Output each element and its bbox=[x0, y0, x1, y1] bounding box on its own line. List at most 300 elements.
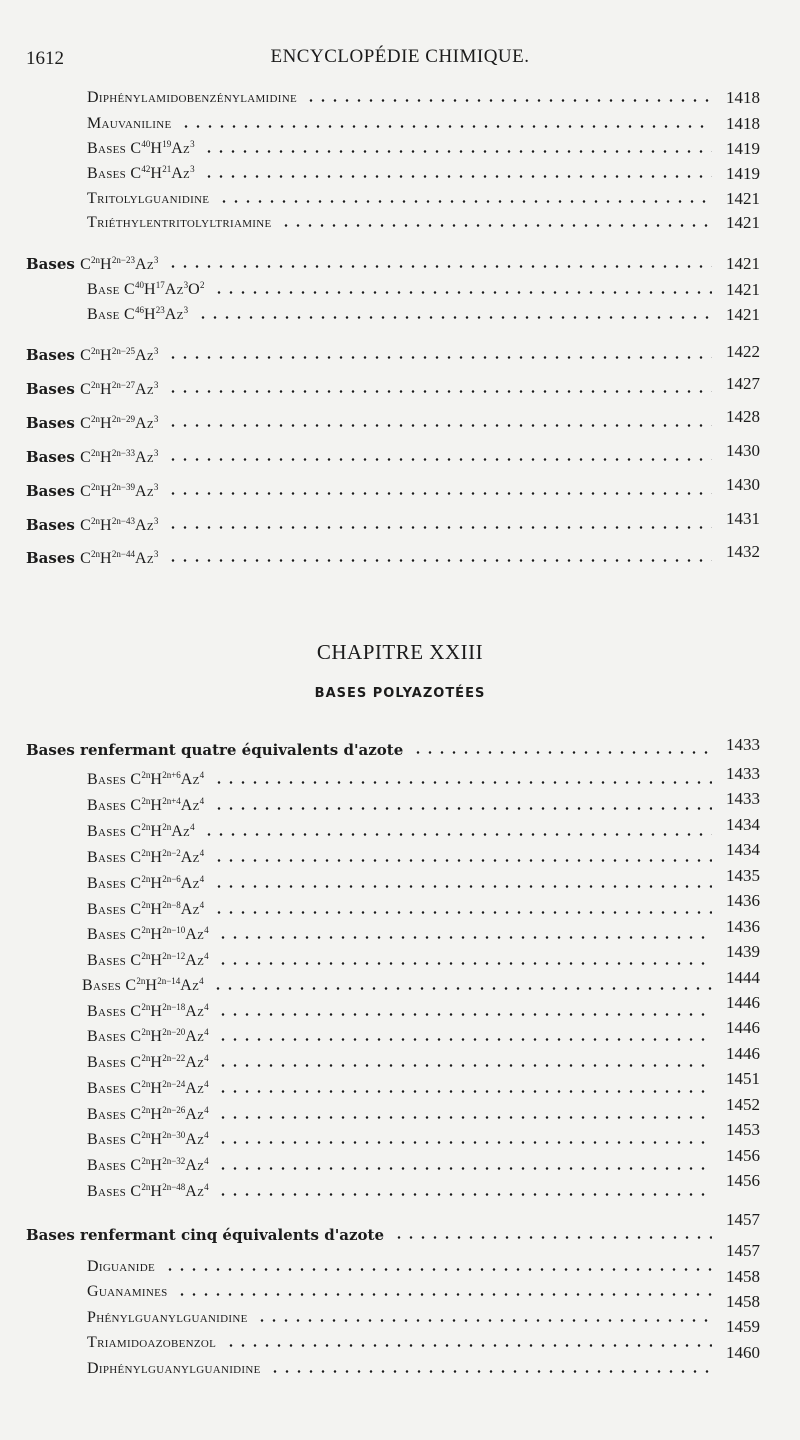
label-text: H bbox=[150, 797, 163, 814]
toc-entry bbox=[87, 1051, 712, 1075]
toc-entry bbox=[87, 1000, 712, 1024]
chapter-title: CHAPITRE XXIII bbox=[316, 640, 484, 664]
toc-page-number: 1436 bbox=[726, 917, 760, 936]
toc-entry bbox=[26, 1223, 712, 1247]
dot-leader bbox=[218, 200, 712, 203]
dot-leader bbox=[176, 1293, 712, 1296]
formula-exponent: 2n−30 bbox=[162, 1130, 186, 1140]
toc-entry-label bbox=[26, 479, 158, 504]
label-text: Az bbox=[185, 1003, 205, 1020]
dot-leader bbox=[167, 526, 712, 529]
dot-leader bbox=[217, 936, 712, 939]
label-text: H bbox=[150, 1080, 163, 1097]
toc-entry-label bbox=[87, 303, 188, 327]
label-text: H bbox=[150, 849, 163, 866]
formula-exponent: 2n bbox=[141, 796, 151, 806]
label-text: Diguanide bbox=[87, 1258, 156, 1275]
formula-exponent: 2n+6 bbox=[162, 770, 181, 780]
formula-exponent: 2n−14 bbox=[157, 976, 181, 986]
label-text: H bbox=[100, 256, 112, 273]
label-text: C bbox=[80, 550, 92, 567]
formula-exponent: 2n bbox=[162, 822, 172, 832]
label-text: Bases C bbox=[87, 849, 142, 866]
dot-leader bbox=[256, 1319, 712, 1322]
formula-exponent: 2n bbox=[141, 822, 151, 832]
label-text: Bases C bbox=[82, 977, 137, 994]
toc-entry bbox=[26, 546, 712, 570]
dot-leader bbox=[212, 987, 712, 990]
formula-exponent: 2n bbox=[91, 380, 101, 390]
toc-page-number: 1446 bbox=[726, 1018, 760, 1037]
label-text: Triamidoazobenzol bbox=[87, 1334, 217, 1351]
label-text: Bases C bbox=[87, 875, 142, 892]
label-text: Az bbox=[180, 875, 200, 892]
toc-entry bbox=[26, 479, 712, 503]
dot-leader bbox=[180, 125, 712, 128]
formula-exponent: 42 bbox=[141, 164, 151, 174]
formula-exponent: 4 bbox=[199, 770, 205, 780]
label-text: Az bbox=[134, 415, 154, 432]
label-text: Bases bbox=[26, 516, 81, 534]
dot-leader bbox=[167, 424, 712, 427]
dot-leader bbox=[213, 781, 712, 784]
toc-page-number: 1427 bbox=[726, 374, 760, 393]
formula-exponent: 2n bbox=[141, 900, 151, 910]
formula-exponent: 3 bbox=[183, 305, 189, 315]
formula-exponent: 2n−24 bbox=[162, 1079, 186, 1089]
toc-page-number: 1430 bbox=[726, 475, 760, 494]
toc-entry-label bbox=[87, 1357, 261, 1381]
formula-exponent: 2n−25 bbox=[111, 346, 135, 356]
dot-leader bbox=[203, 833, 712, 836]
formula-exponent: 2n−6 bbox=[162, 874, 181, 884]
label-text: Az bbox=[134, 347, 154, 364]
label-text: Az bbox=[180, 797, 200, 814]
label-text: Base C bbox=[87, 306, 135, 323]
toc-page-number: 1457 bbox=[726, 1210, 760, 1229]
toc-entry bbox=[87, 923, 712, 947]
dot-leader bbox=[167, 458, 712, 461]
label-text: Bases C bbox=[87, 140, 142, 157]
formula-exponent: 2n−48 bbox=[162, 1182, 186, 1192]
label-text: H bbox=[143, 281, 156, 298]
label-text: C bbox=[80, 415, 92, 432]
label-text: H bbox=[150, 1157, 163, 1174]
dot-leader bbox=[393, 1236, 712, 1239]
toc-entry bbox=[87, 86, 712, 110]
formula-exponent: 2n−20 bbox=[162, 1027, 186, 1037]
toc-page-number: 1421 bbox=[726, 189, 760, 208]
toc-entry bbox=[87, 1280, 712, 1304]
label-text: C bbox=[80, 256, 92, 273]
toc-entry-label bbox=[87, 211, 272, 235]
formula-exponent: 19 bbox=[162, 139, 172, 149]
formula-exponent: 3 bbox=[190, 164, 195, 174]
dot-leader bbox=[217, 1141, 712, 1144]
label-text: H bbox=[150, 823, 163, 840]
label-text: Az bbox=[134, 449, 154, 466]
label-text: Az bbox=[180, 849, 200, 866]
formula-exponent: 4 bbox=[204, 1002, 209, 1012]
formula-exponent: 2n bbox=[141, 1079, 151, 1089]
formula-exponent: 2n bbox=[91, 255, 101, 265]
formula-exponent: 2n bbox=[141, 1182, 151, 1192]
label-text: Az bbox=[185, 1054, 205, 1071]
label-text: Diphénylguanylguanidine bbox=[87, 1360, 261, 1377]
toc-entry-label bbox=[26, 513, 158, 538]
label-text: Az bbox=[171, 165, 191, 182]
toc-entry-label bbox=[87, 768, 204, 792]
formula-exponent: 40 bbox=[141, 139, 151, 149]
formula-exponent: 4 bbox=[204, 1182, 209, 1192]
formula-exponent: 2n bbox=[136, 976, 146, 986]
label-text: O bbox=[188, 281, 201, 298]
formula-exponent: 40 bbox=[134, 280, 144, 290]
label-text: Bases renfermant cinq équivalents d'azote bbox=[26, 1226, 385, 1244]
formula-exponent: 2n bbox=[91, 448, 101, 458]
label-text: H bbox=[150, 1183, 163, 1200]
label-text: Bases C bbox=[87, 823, 142, 840]
label-text: H bbox=[150, 901, 163, 918]
formula-exponent: 4 bbox=[199, 848, 205, 858]
label-text: H bbox=[100, 517, 112, 534]
label-text: Bases bbox=[26, 346, 81, 364]
formula-exponent: 17 bbox=[155, 280, 165, 290]
label-text: H bbox=[100, 415, 112, 432]
toc-entry bbox=[87, 1077, 712, 1101]
label-text: Az bbox=[185, 952, 205, 969]
toc-entry-label bbox=[87, 1051, 209, 1075]
label-text: Bases C bbox=[87, 771, 142, 788]
toc-page-number: 1434 bbox=[726, 815, 760, 834]
toc-entry-label bbox=[26, 445, 158, 470]
label-text: Bases bbox=[26, 448, 81, 466]
formula-exponent: 3 bbox=[190, 139, 195, 149]
toc-entry bbox=[87, 1128, 712, 1152]
label-text: Bases C bbox=[87, 1028, 142, 1045]
label-text: H bbox=[150, 140, 163, 157]
toc-page-number: 1451 bbox=[726, 1069, 760, 1088]
dot-leader bbox=[213, 807, 712, 810]
toc-entry bbox=[87, 1180, 712, 1204]
label-text: Bases C bbox=[87, 926, 142, 943]
toc-page-number: 1452 bbox=[726, 1095, 760, 1114]
toc-entry bbox=[87, 872, 712, 896]
toc-page-number: 1436 bbox=[726, 891, 760, 910]
toc-page-number: 1446 bbox=[726, 1044, 760, 1063]
label-text: H bbox=[100, 381, 112, 398]
dot-leader bbox=[305, 99, 712, 102]
toc-entry-label bbox=[87, 1077, 209, 1101]
formula-exponent: 2n bbox=[91, 346, 101, 356]
formula-exponent: 21 bbox=[162, 164, 172, 174]
label-text: Bases C bbox=[87, 1131, 142, 1148]
dot-leader bbox=[203, 150, 712, 153]
label-text: H bbox=[150, 1028, 163, 1045]
label-text: Guanamines bbox=[87, 1283, 168, 1300]
label-text: Bases C bbox=[87, 1054, 142, 1071]
dot-leader bbox=[213, 859, 712, 862]
label-text: Bases bbox=[26, 414, 81, 432]
label-text: Az bbox=[134, 550, 154, 567]
dot-leader bbox=[225, 1344, 712, 1347]
label-text: Bases C bbox=[87, 1157, 142, 1174]
toc-page-number: 1418 bbox=[726, 88, 760, 107]
toc-entry bbox=[26, 738, 712, 762]
toc-entry bbox=[82, 974, 712, 998]
toc-page-number: 1419 bbox=[726, 164, 760, 183]
label-text: Az bbox=[185, 1080, 205, 1097]
formula-exponent: 2 bbox=[200, 280, 205, 290]
label-text: Az bbox=[171, 823, 191, 840]
toc-entry bbox=[26, 513, 712, 537]
formula-exponent: 2n−12 bbox=[162, 951, 186, 961]
label-text: H bbox=[150, 1054, 163, 1071]
dot-leader bbox=[269, 1370, 712, 1373]
toc-entry bbox=[87, 898, 712, 922]
formula-exponent: 4 bbox=[204, 1053, 209, 1063]
toc-page-number: 1431 bbox=[726, 509, 760, 528]
toc-entry bbox=[87, 1103, 712, 1127]
toc-entry bbox=[26, 411, 712, 435]
label-text: Bases renfermant quatre équivalents d'azote bbox=[26, 741, 404, 759]
formula-exponent: 2n−27 bbox=[111, 380, 135, 390]
toc-entry bbox=[26, 252, 712, 276]
label-text: Bases C bbox=[87, 1080, 142, 1097]
formula-exponent: 4 bbox=[190, 822, 195, 832]
label-text: H bbox=[100, 449, 112, 466]
toc-entry-label bbox=[87, 1128, 209, 1152]
dot-leader bbox=[167, 390, 712, 393]
label-text: Az bbox=[185, 1131, 205, 1148]
label-text: Az bbox=[164, 281, 184, 298]
toc-entry-label bbox=[87, 112, 172, 136]
toc-entry-label bbox=[26, 343, 158, 368]
formula-exponent: 2n−32 bbox=[162, 1156, 186, 1166]
formula-exponent: 2n−2 bbox=[162, 848, 181, 858]
toc-entry bbox=[87, 1154, 712, 1178]
toc-entry bbox=[87, 1255, 712, 1279]
toc-page-number: 1444 bbox=[726, 968, 760, 987]
toc-entry bbox=[87, 1306, 712, 1330]
formula-exponent: 4 bbox=[204, 1130, 209, 1140]
label-text: C bbox=[80, 517, 92, 534]
toc-entry-label bbox=[26, 252, 158, 277]
label-text: Bases C bbox=[87, 901, 142, 918]
formula-exponent: 2n bbox=[91, 414, 101, 424]
formula-exponent: 23 bbox=[155, 305, 165, 315]
formula-exponent: 2n bbox=[91, 549, 101, 559]
toc-entry-label bbox=[87, 187, 209, 211]
label-text: Tritolylguanidine bbox=[87, 190, 210, 207]
toc-entry-label bbox=[26, 738, 403, 763]
label-text: Az bbox=[185, 1106, 205, 1123]
label-text: Bases bbox=[26, 255, 81, 273]
label-text: Az bbox=[185, 1028, 205, 1045]
label-text: Bases bbox=[26, 482, 81, 500]
formula-exponent: 4 bbox=[199, 900, 205, 910]
formula-exponent: 2n bbox=[141, 1156, 151, 1166]
label-text: H bbox=[100, 483, 112, 500]
toc-page-number: 1459 bbox=[726, 1317, 760, 1336]
toc-page-number: 1421 bbox=[726, 305, 760, 324]
toc-entry-label bbox=[87, 1331, 216, 1355]
toc-entry-label bbox=[87, 820, 195, 844]
formula-exponent: 3 bbox=[153, 346, 159, 356]
formula-exponent: 3 bbox=[153, 516, 159, 526]
formula-exponent: 2n bbox=[141, 1002, 151, 1012]
toc-entry bbox=[26, 377, 712, 401]
toc-page-number: 1432 bbox=[726, 542, 760, 561]
formula-exponent: 4 bbox=[199, 796, 205, 806]
toc-entry-label bbox=[87, 1280, 168, 1304]
formula-exponent: 4 bbox=[204, 1156, 209, 1166]
dot-leader bbox=[213, 885, 712, 888]
toc-entry bbox=[87, 278, 712, 302]
toc-entry bbox=[26, 445, 712, 469]
toc-page-number: 1460 bbox=[726, 1343, 760, 1362]
page-number: 1612 bbox=[26, 48, 64, 69]
formula-exponent: 2n−22 bbox=[162, 1053, 186, 1063]
toc-entry bbox=[87, 1357, 712, 1381]
label-text: C bbox=[80, 347, 92, 364]
dot-leader bbox=[164, 1268, 712, 1271]
formula-exponent: 2n bbox=[141, 770, 151, 780]
toc-entry-label bbox=[87, 1025, 209, 1049]
toc-entry-label bbox=[87, 1154, 209, 1178]
formula-exponent: 2n−33 bbox=[111, 448, 135, 458]
dot-leader bbox=[213, 911, 712, 914]
formula-exponent: 4 bbox=[199, 976, 204, 986]
toc-entry bbox=[87, 794, 712, 818]
label-text: Diphénylamidobenzénylamidine bbox=[87, 89, 297, 106]
toc-entry bbox=[87, 211, 712, 235]
formula-exponent: 2n bbox=[141, 1053, 151, 1063]
toc-page-number: 1422 bbox=[726, 342, 760, 361]
label-text: H bbox=[100, 347, 112, 364]
formula-exponent: 46 bbox=[134, 305, 144, 315]
toc-page-number: 1433 bbox=[726, 735, 760, 754]
formula-exponent: 2n−8 bbox=[162, 900, 181, 910]
label-text: Az bbox=[134, 381, 154, 398]
formula-exponent: 2n bbox=[91, 482, 101, 492]
toc-page-number: 1421 bbox=[726, 213, 760, 232]
toc-page-number: 1458 bbox=[726, 1292, 760, 1311]
label-text: C bbox=[80, 449, 92, 466]
label-text: Az bbox=[134, 483, 154, 500]
toc-entry bbox=[87, 187, 712, 211]
formula-exponent: 3 bbox=[153, 448, 159, 458]
dot-leader bbox=[217, 1193, 712, 1196]
label-text: H bbox=[150, 926, 163, 943]
formula-exponent: 2n+4 bbox=[162, 796, 181, 806]
label-text: Az bbox=[164, 306, 184, 323]
label-text: Bases C bbox=[87, 1003, 142, 1020]
toc-page-number: 1419 bbox=[726, 139, 760, 158]
toc-entry-label bbox=[26, 377, 158, 402]
toc-page-number: 1433 bbox=[726, 789, 760, 808]
dot-leader bbox=[217, 1167, 712, 1170]
toc-entry bbox=[87, 112, 712, 136]
formula-exponent: 3 bbox=[153, 255, 159, 265]
label-text: Bases bbox=[26, 549, 81, 567]
toc-entry bbox=[87, 1331, 712, 1355]
label-text: Az bbox=[185, 926, 205, 943]
label-text: H bbox=[143, 306, 156, 323]
toc-entry-label bbox=[87, 1306, 248, 1330]
formula-exponent: 4 bbox=[204, 1079, 209, 1089]
label-text: H bbox=[150, 875, 163, 892]
dot-leader bbox=[203, 175, 712, 178]
toc-entry-label bbox=[87, 1000, 209, 1024]
dot-leader bbox=[412, 751, 712, 754]
toc-entry-label bbox=[26, 411, 158, 436]
running-head: ENCYCLOPÉDIE CHIMIQUE. bbox=[270, 46, 530, 67]
toc-page-number: 1433 bbox=[726, 764, 760, 783]
formula-exponent: 3 bbox=[153, 549, 159, 559]
formula-exponent: 4 bbox=[204, 925, 209, 935]
toc-entry-label bbox=[87, 949, 209, 973]
label-text: Bases bbox=[26, 380, 81, 398]
dot-leader bbox=[167, 559, 712, 562]
label-text: Bases C bbox=[87, 797, 142, 814]
toc-entry-label bbox=[87, 86, 297, 110]
label-text: H bbox=[150, 1106, 163, 1123]
formula-exponent: 4 bbox=[204, 951, 209, 961]
label-text: Base C bbox=[87, 281, 135, 298]
formula-exponent: 4 bbox=[199, 874, 205, 884]
formula-exponent: 2n bbox=[141, 1130, 151, 1140]
toc-page-number: 1428 bbox=[726, 407, 760, 426]
label-text: C bbox=[80, 483, 92, 500]
toc-entry bbox=[87, 768, 712, 792]
label-text: Mauvaniline bbox=[87, 115, 172, 132]
label-text: Triéthylentritolyltriamine bbox=[87, 214, 272, 231]
toc-page-number: 1430 bbox=[726, 441, 760, 460]
formula-exponent: 2n bbox=[141, 1027, 151, 1037]
label-text: Bases C bbox=[87, 1183, 142, 1200]
formula-exponent: 3 bbox=[153, 414, 159, 424]
toc-entry-label bbox=[87, 1255, 155, 1279]
formula-exponent: 2n bbox=[141, 848, 151, 858]
label-text: Az bbox=[180, 771, 200, 788]
toc-entry-label bbox=[26, 546, 158, 571]
toc-page-number: 1421 bbox=[726, 254, 760, 273]
formula-exponent: 3 bbox=[153, 482, 159, 492]
formula-exponent: 2n bbox=[141, 1105, 151, 1115]
toc-entry-label bbox=[87, 1180, 209, 1204]
toc-page-number: 1434 bbox=[726, 840, 760, 859]
toc-entry-label bbox=[82, 974, 204, 998]
toc-page-number: 1418 bbox=[726, 114, 760, 133]
label-text: Az bbox=[171, 140, 191, 157]
toc-entry-label bbox=[87, 923, 209, 947]
toc-page-number: 1435 bbox=[726, 866, 760, 885]
toc-page-number: 1456 bbox=[726, 1146, 760, 1165]
toc-entry bbox=[87, 949, 712, 973]
formula-exponent: 2n bbox=[141, 874, 151, 884]
toc-entry-label bbox=[87, 137, 195, 161]
dot-leader bbox=[213, 291, 712, 294]
dot-leader bbox=[217, 1013, 712, 1016]
label-text: Az bbox=[134, 517, 154, 534]
label-text: H bbox=[150, 771, 163, 788]
label-text: Az bbox=[185, 1157, 205, 1174]
label-text: Az bbox=[180, 977, 200, 994]
label-text: Az bbox=[185, 1183, 205, 1200]
toc-entry-label bbox=[87, 898, 204, 922]
label-text: Bases C bbox=[87, 1106, 142, 1123]
